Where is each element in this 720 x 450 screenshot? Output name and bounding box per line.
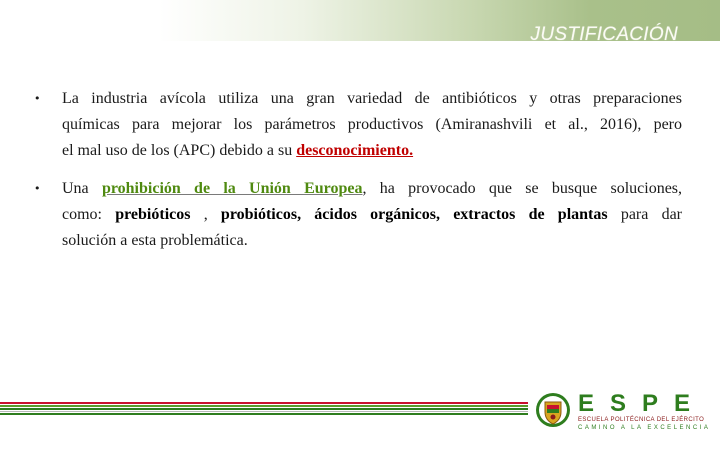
espe-logo-motto: CAMINO A LA EXCELENCIA (578, 425, 711, 431)
stripe-dark-green (0, 413, 528, 415)
term-extractos-de-plantas: extractos de plantas (453, 206, 608, 223)
stripe-green (0, 405, 528, 407)
highlight-prohibicion: prohibición de la Unión Europea (101, 180, 363, 197)
bullet-list (32, 86, 682, 266)
bullet-text: el mal uso de los (APC) debido a su (62, 142, 297, 159)
bullet-text: como: (62, 206, 116, 223)
bullet-text (301, 206, 314, 223)
stripe-gray (0, 411, 528, 412)
bullet-line (62, 202, 682, 228)
stripe-red (0, 402, 528, 404)
term-acidos-organicos: ácidos orgánicos, (314, 206, 440, 223)
term-prebioticos: prebióticos (115, 206, 191, 223)
highlight-desconocimiento: desconocimiento. (296, 142, 414, 159)
bullet-dot: • (34, 182, 41, 195)
term-probioticos: probióticos, (220, 206, 302, 223)
bullet-text: para dar (607, 206, 683, 223)
espe-logo (578, 390, 711, 432)
espe-logo-word: ESPE (578, 390, 707, 417)
bullet-text: , ha provocado que se busque soluciones, (362, 180, 683, 197)
slide-title: JUSTIFICACIÓN (530, 24, 678, 45)
bullet-line (62, 138, 682, 164)
bullet-text (440, 206, 453, 223)
bullet-text: Una (62, 180, 102, 197)
espe-logo-subtitle: ESCUELA POLITÉCNICA DEL EJÉRCITO (578, 417, 705, 423)
bullet-line: solución a esta problemática. (62, 232, 248, 249)
bullet-line: La industria avícola utiliza una gran variedad de antibióticos y otras preparaciones (62, 90, 682, 107)
bullet-dot: • (34, 92, 41, 105)
footer-stripes (0, 402, 528, 416)
stripe-dark-green (0, 408, 528, 410)
bullet-line: químicas para mejorar los parámetros productivos (Amiranashvili et al., 2016), pero (62, 116, 682, 133)
espe-seal-icon (535, 390, 571, 430)
bullet-item (32, 176, 682, 254)
bullet-line (62, 176, 682, 202)
bullet-text: , (190, 206, 221, 223)
bullet-item (32, 86, 682, 164)
